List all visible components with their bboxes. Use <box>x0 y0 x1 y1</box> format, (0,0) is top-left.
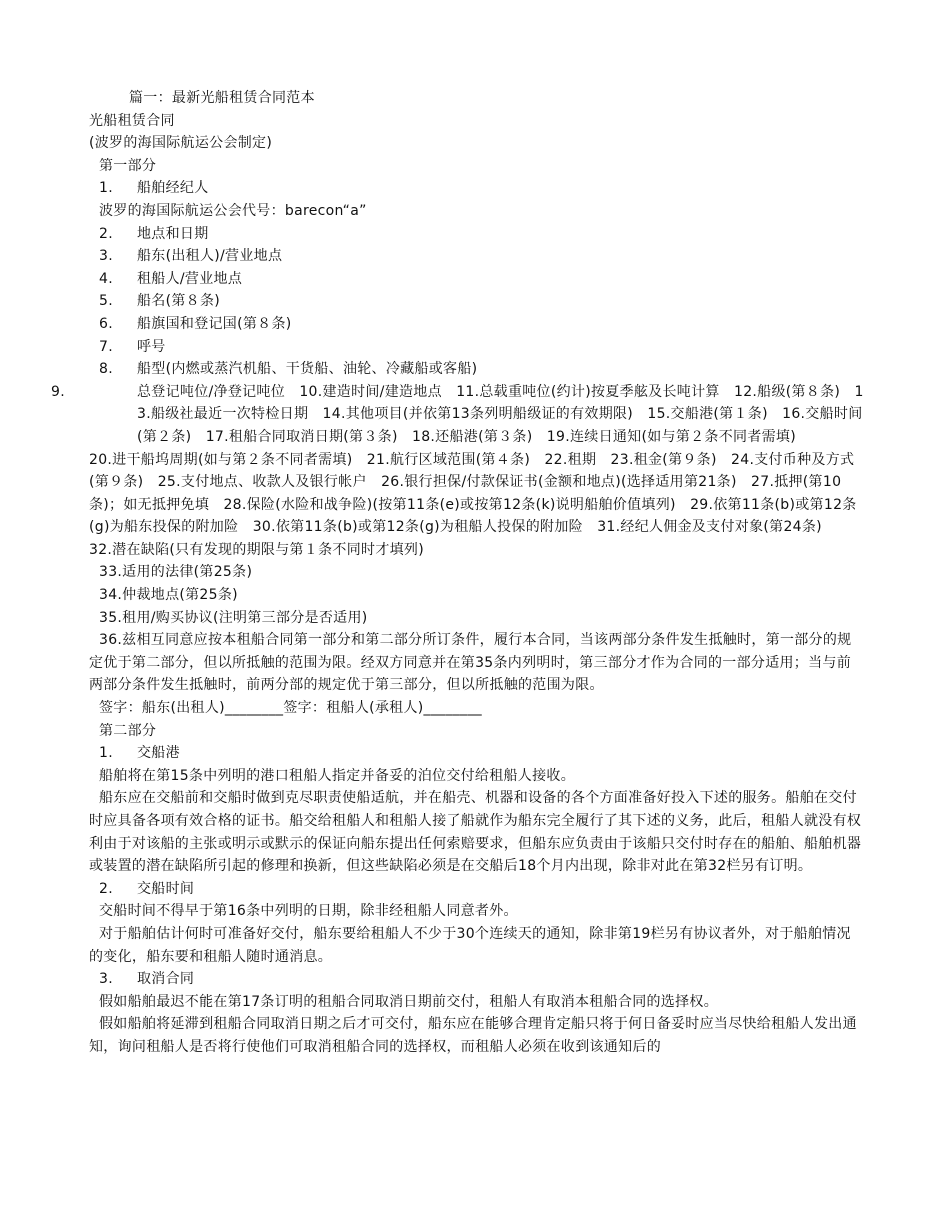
item-text: 船名(第８条) <box>137 293 221 310</box>
part1-item <box>89 268 864 291</box>
item-number: 7. <box>99 338 113 355</box>
clause-3-paragraph-2: 假如船舶将延滞到租船合同取消日期之后才可交付，船东应在能够合理肯定船只将于何日备妥时应当尽快给租船人发出通知，询问租船人是否将行使他们可取消租船合同的选择权，而租船人必须在收到该通知后的 <box>89 1016 857 1055</box>
clause-2-paragraph-1: 交船时间不得早于第16条中列明的日期，除非经租船人同意者外。 <box>99 903 518 920</box>
clause-3-heading <box>89 968 864 991</box>
item-number: 4. <box>99 270 113 287</box>
item-number: 1. <box>99 180 113 197</box>
clause-2-paragraph-2: 对于船舶估计何时可准备好交付，船东要给租船人不少于30个连续天的通知，除非第19栏另有协议者外，对于船舶情况的变化，船东要和租船人随时通消息。 <box>89 925 851 965</box>
item-number: 6. <box>99 315 113 332</box>
item-35: 35.租用/购买协议(注明第三部分是否适用) <box>99 609 368 626</box>
clause-1-paragraph-1: 船舶将在第15条中列明的港口租船人指定并备妥的泊位交付给租船人接收。 <box>99 767 576 784</box>
item-text: 租船人/营业地点 <box>137 270 243 287</box>
document-title: 篇一：最新光船租赁合同范本 <box>129 90 315 106</box>
item-number: 5. <box>99 293 113 310</box>
part1-item <box>89 336 864 359</box>
clause-3-paragraph-1: 假如船舶最迟不能在第17条订明的租船合同取消日期前交付，租船人有取消本租船合同的选择权。 <box>99 993 719 1010</box>
clause-2-heading <box>89 878 864 901</box>
item-text: 船旗国和登记国(第８条) <box>137 315 292 332</box>
item-9-number: 9. <box>51 383 65 400</box>
clause-1-number: 1. <box>99 745 113 762</box>
item-text: 波罗的海国际航运公会代号：barecon“a” <box>99 202 367 219</box>
item-number: 2. <box>99 225 113 242</box>
item-36: 36.兹相互同意应按本租船合同第一部分和第二部分所订条件，履行本合同，当该两部分条件发生抵触时，第一部分的规定优于第二部分，但以所抵触的范围为限。经双方同意并在第35条内列明时，第三部分才作为合同的一部分适用；当与前两部分条件发生抵触时，前两分部的规定优于第三部分，但以所抵触的范围为限。 <box>89 632 852 694</box>
part1-item <box>89 200 864 223</box>
item-text: 呼号 <box>137 338 166 355</box>
clause-1-title: 交船港 <box>137 745 180 762</box>
contract-name: 光船租赁合同 <box>89 112 175 129</box>
item-text: 船东(出租人)/营业地点 <box>137 248 283 265</box>
item-33: 33.适用的法律(第25条) <box>99 564 253 581</box>
part1-item <box>89 290 864 313</box>
item-32: 32.潜在缺陷(只有发现的期限与第１条不同时才填列) <box>89 541 424 558</box>
signature-line: 签字：船东(出租人)________签字：租船人(承租人)________ <box>99 700 482 717</box>
document-body <box>51 87 864 1059</box>
item-9-block <box>51 381 864 449</box>
part2-heading: 第二部分 <box>99 722 157 739</box>
item-number: 3. <box>99 248 113 265</box>
contract-issuer: (波罗的海国际航运公会制定) <box>89 135 273 152</box>
clause-2-number: 2. <box>99 880 113 897</box>
item-34: 34.仲裁地点(第25条) <box>99 587 238 604</box>
item-text: 船型(内燃或蒸汽机船、干货船、油轮、冷藏船或客船) <box>137 361 478 378</box>
part1-item <box>89 313 864 336</box>
part1-item <box>89 245 864 268</box>
part1-item <box>89 177 864 200</box>
clause-3-title: 取消合同 <box>137 971 195 988</box>
clause-1-heading <box>89 742 864 765</box>
part1-heading: 第一部分 <box>99 157 157 174</box>
item-number: 8. <box>99 361 113 378</box>
item-text: 地点和日期 <box>137 225 209 242</box>
item-9-text: 总登记吨位/净登记吨位 10.建造时间/建造地点 11.总载重吨位(约计)按夏季舷及长吨计算 12.船级(第８条) 13.船级社最近一次特检日期 14.其他项目(并依第13条列明船级证的有效期限) 15.交船港(第１条) 16.交船时间(第２条) 17.租船合同取消日期(第３条) 18.还船港(第３条) 19.连续日通知(如与第２条不同者需填) <box>137 383 864 445</box>
clause-1-paragraph-2: 船东应在交船前和交船时做到克尽职责使船适航，并在船壳、机器和设备的各个方面准备好投入下述的服务。船舶在交付时应具备各项有效合格的证书。船交给租船人和租船人接了船就作为船东完全履行了其下述的义务，此后，租船人就没有权利由于对该船的主张或明示或默示的保证向船东提出任何索赔要求，但船东应负责由于该船只交付时存在的船舶、船舶机器或装置的潜在缺陷所引起的修理和换新，但这些缺陷必须是在交船后18个月内出现，除非对此在第32栏另有订明。 <box>89 790 862 875</box>
item-text: 船舶经纪人 <box>137 180 209 197</box>
part1-item <box>89 223 864 246</box>
clause-2-title: 交船时间 <box>137 880 195 897</box>
clause-3-number: 3. <box>99 971 113 988</box>
part1-items <box>89 177 864 380</box>
part1-item <box>89 358 864 381</box>
item-20-block: 20.进干船坞周期(如与第２条不同者需填) 21.航行区域范围(第４条) 22.租期 23.租金(第９条) 24.支付币种及方式(第９条) 25.支付地点、收款人及银行帐户 26.银行担保/付款保证书(金额和地点)(选择适用第21条) 27.抵押(第10条)；如无抵押免填 28.保险(水险和战争险)(按第11条(e)或按第12条(k)说明船舶价值填列) 29.依第11条(b)或第12条(g)为船东投保的附加险 30.依第11条(b)或第12条(g)为租船人投保的附加险 31.经纪人佣金及支付对象(第24条) <box>89 451 857 536</box>
